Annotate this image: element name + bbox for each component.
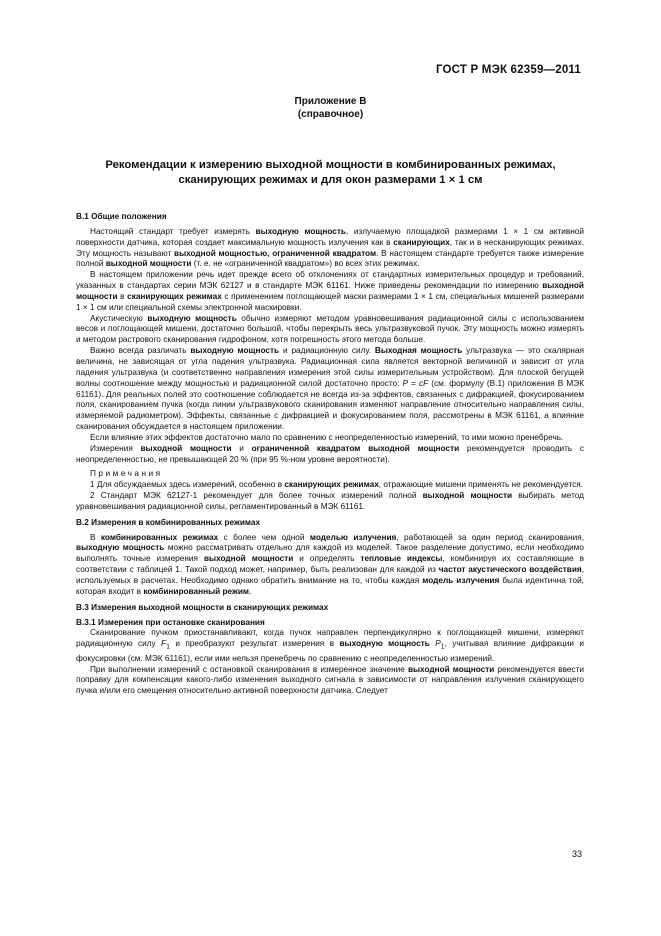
section-heading-b3: В.3 Измерения выходной мощности в сканирующих режимах: [76, 602, 329, 612]
notes-heading: Примечания: [90, 469, 163, 479]
section-heading-b2: В.2 Измерения в комбинированных режимах: [76, 517, 261, 527]
annex-title: [60, 158, 601, 188]
paragraph: Сканирование пучком приостанавливают, когда пучок направлен перпендикулярно к поглощающей мишени, измеряют радиационную силу $F_1$ и преобразуют результат измерения в выходную мощность $P_1$, учитывая влияние дифракции и фокусировки (см. МЭК 61161), если ими нельзя пренебречь по сравнению с неопределенностью измерений.: [76, 628, 584, 663]
section-heading-b1: В.1 Общие положения: [76, 212, 167, 221]
annex-type: (справочное): [297, 109, 364, 120]
note-item: 1 Для обсуждаемых здесь измерений, особенно в сканирующих режимах, отражающие мишени применять не рекомендуется.: [90, 480, 584, 490]
note-item: 2 Стандарт МЭК 62127-1 рекомендует для более точных измерений полной выходной мощности выбирать метод уравновешивания радиационной силы, регламентированный в МЭК 61161.: [76, 491, 584, 511]
paragraph: Важно всегда различать выходную мощность и радиационную силу. Выходная мощность ультразвука — это скалярная величина, не зависящая от угла падения ультразвука. Радиационная сила является векторной величиной и зависит от угла падения ультразвука (и соответственно направления измерения этой силы измерительным устройством). Для плоской бегущей волны соотношение между мощностью и радиационной силой достаточно просто: P = cF (см. формулу (В.1) приложения В МЭК 61161). Для реальных полей это соотношение соблюдается не всегда из-за эффектов, связанных с дифракцией, фокусированием поля, сканированием пучка (когда линии ультразвукового сканирования изменяют направление относительно направления силы, измеряемой радиометром). Эффекты, связанные с дифракцией и фокусированием поля, рассмотрены в МЭК 61161, а влияние сканирования обсуждается в настоящем приложении.: [76, 346, 585, 432]
annex-title-line-1: Рекомендации к измерению выходной мощности в комбинированных режимах,: [105, 159, 556, 171]
paragraph: Измерения выходной мощности и ограниченной квадратом выходной мощности рекомендуется проводить с неопределенностью, не превышающей 20 % (при 95 %-ном уровне вероятности).: [76, 443, 584, 464]
page-number: 33: [571, 849, 582, 859]
paragraph: В комбинированных режимах с более чем одной моделью излучения, работающей за один период сканирования, выходную мощность можно рассматривать отдельно для каждой из моделей. Такое разделение допустимо, если необходимо выполнять точные измерения выходной мощности и определять тепловые индексы, комбинируя их составляющие в соответствии с таблицей 1. Такой подход может, например, быть реализован для каждой из частот акустического воздействия, используемых в расчетах. Необходимо однако обратить внимание на то, чтобы каждая модель излучения была идентична той, которая входит в комбинированный режим.: [76, 532, 584, 596]
annex-title-line-2: сканирующих режимах и для окон размерами 1 × 1 см: [178, 174, 483, 186]
paragraph: Если влияние этих эффектов достаточно мало по сравнению с неопределенностью измерений, то ими можно пренебречь.: [90, 432, 564, 442]
section-heading-b31: В.3.1 Измерения при остановке сканирования: [76, 617, 265, 627]
paragraph: Акустическую выходную мощность обычно измеряют методом уравновешивания радиационной силы с использованием весов и поглощающей мишени, достаточно большой, чтобы перекрыть весь ультразвуковой пучок. Эту мощность можно измерять и методом растрового сканирования гидрофоном, хотя погрешность этого метода больше.: [76, 313, 584, 345]
annex-label: Приложение В: [294, 96, 367, 107]
paragraph: В настоящем приложении речь идет прежде всего об отклонениях от стандартных измерительных процедур и требований, указанных в стандартах серии МЭК 62127 и в стандарте МЭК 61161. Ниже приведены рекомендации по измерению выходной мощности в сканирующих режимах с применением поглощающей маски размерами 1 × 1 см, специальных мишеней размерами 1 × 1 см или специальной схемы электронной маскировки.: [76, 270, 585, 312]
paragraph: При выполнении измерений с остановкой сканирования в измеренное значение выходной мощности рекомендуется ввести поправку для компенсации какого-либо изменения выходного сигнала в зависимости от направления излучения сканирующего пучка и/или его смещения относительно активной поверхности датчика. Следует: [76, 664, 584, 696]
document-body: [76, 207, 584, 697]
paragraph: Настоящий стандарт требует измерять выходную мощность, излучаемую площадкой размерами 1 × 1 см активной поверхности датчика, которая создает максимальную мощность излучения как в сканирующих, так и в несканирующих режимах. Эту мощность называют выходной мощностью, ограниченной квадратом. В настоящем стандарте требуется также измерение полной выходной мощности (т. е. не «ограниченной квадратом») во всех этих режимах.: [76, 226, 585, 269]
document-header: ГОСТ Р МЭК 62359—2011: [435, 64, 581, 76]
